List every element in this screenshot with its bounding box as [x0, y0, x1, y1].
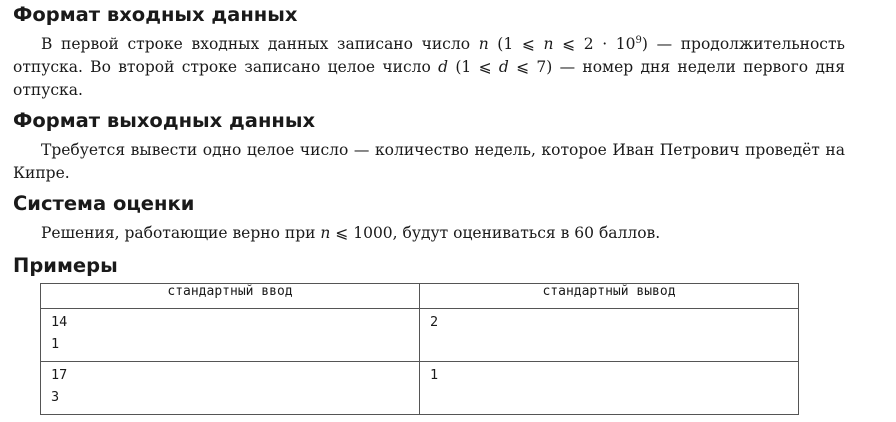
- output-format-text-content: Требуется вывести одно целое число — количество недель, которое Иван Петрович проведёт на Кипре.: [13, 141, 845, 182]
- example-input-line: 17: [51, 367, 68, 383]
- example-input-line: 1: [51, 336, 60, 352]
- header-standard-output: стандартный вывод: [420, 284, 799, 309]
- examples-table: [40, 283, 799, 415]
- input-format-text-part: (1 ⩽: [488, 35, 544, 53]
- scoring-title: Система оценки: [13, 192, 195, 215]
- example-output-cell[interactable]: [420, 362, 799, 415]
- variable-d: d: [498, 58, 509, 76]
- scoring-text-part: ⩽ 1000, будут оцениваться в 60 баллов.: [330, 224, 661, 242]
- scoring-text-part: Решения, работающие верно при: [41, 224, 321, 242]
- scoring-text: [13, 222, 845, 245]
- input-format-text-part: ⩽ 7) — номер дня недели первого дня отпуска.: [13, 58, 845, 99]
- example-output-cell[interactable]: [420, 309, 799, 362]
- input-format-text-part: ) — продолжительность отпуска. Во второй строке записано целое число: [13, 35, 845, 76]
- input-format-text-part: В первой строке входных данных записано число: [41, 35, 479, 53]
- examples-title: Примеры: [13, 254, 118, 277]
- example-input-cell[interactable]: [41, 362, 420, 415]
- example-output-line: 2: [430, 314, 439, 330]
- input-format-text-part: ⩽ 2 · 10: [553, 35, 636, 53]
- examples-header-row: [41, 284, 799, 309]
- variable-n: n: [320, 224, 331, 242]
- variable-n: n: [478, 35, 489, 53]
- example-row: [41, 309, 799, 362]
- example-output-line: 1: [430, 367, 439, 383]
- example-input-line: 14: [51, 314, 68, 330]
- example-row: [41, 362, 799, 415]
- exponent: 9: [635, 34, 642, 46]
- input-format-title: Формат входных данных: [13, 3, 298, 26]
- input-format-text: [13, 33, 845, 102]
- output-format-text: [13, 139, 845, 185]
- output-format-title: Формат выходных данных: [13, 109, 316, 132]
- variable-n: n: [543, 35, 554, 53]
- header-standard-input: стандартный ввод: [41, 284, 420, 309]
- example-input-line: 3: [51, 389, 60, 405]
- variable-d: d: [438, 58, 449, 76]
- example-input-cell[interactable]: [41, 309, 420, 362]
- input-format-text-part: (1 ⩽: [448, 58, 499, 76]
